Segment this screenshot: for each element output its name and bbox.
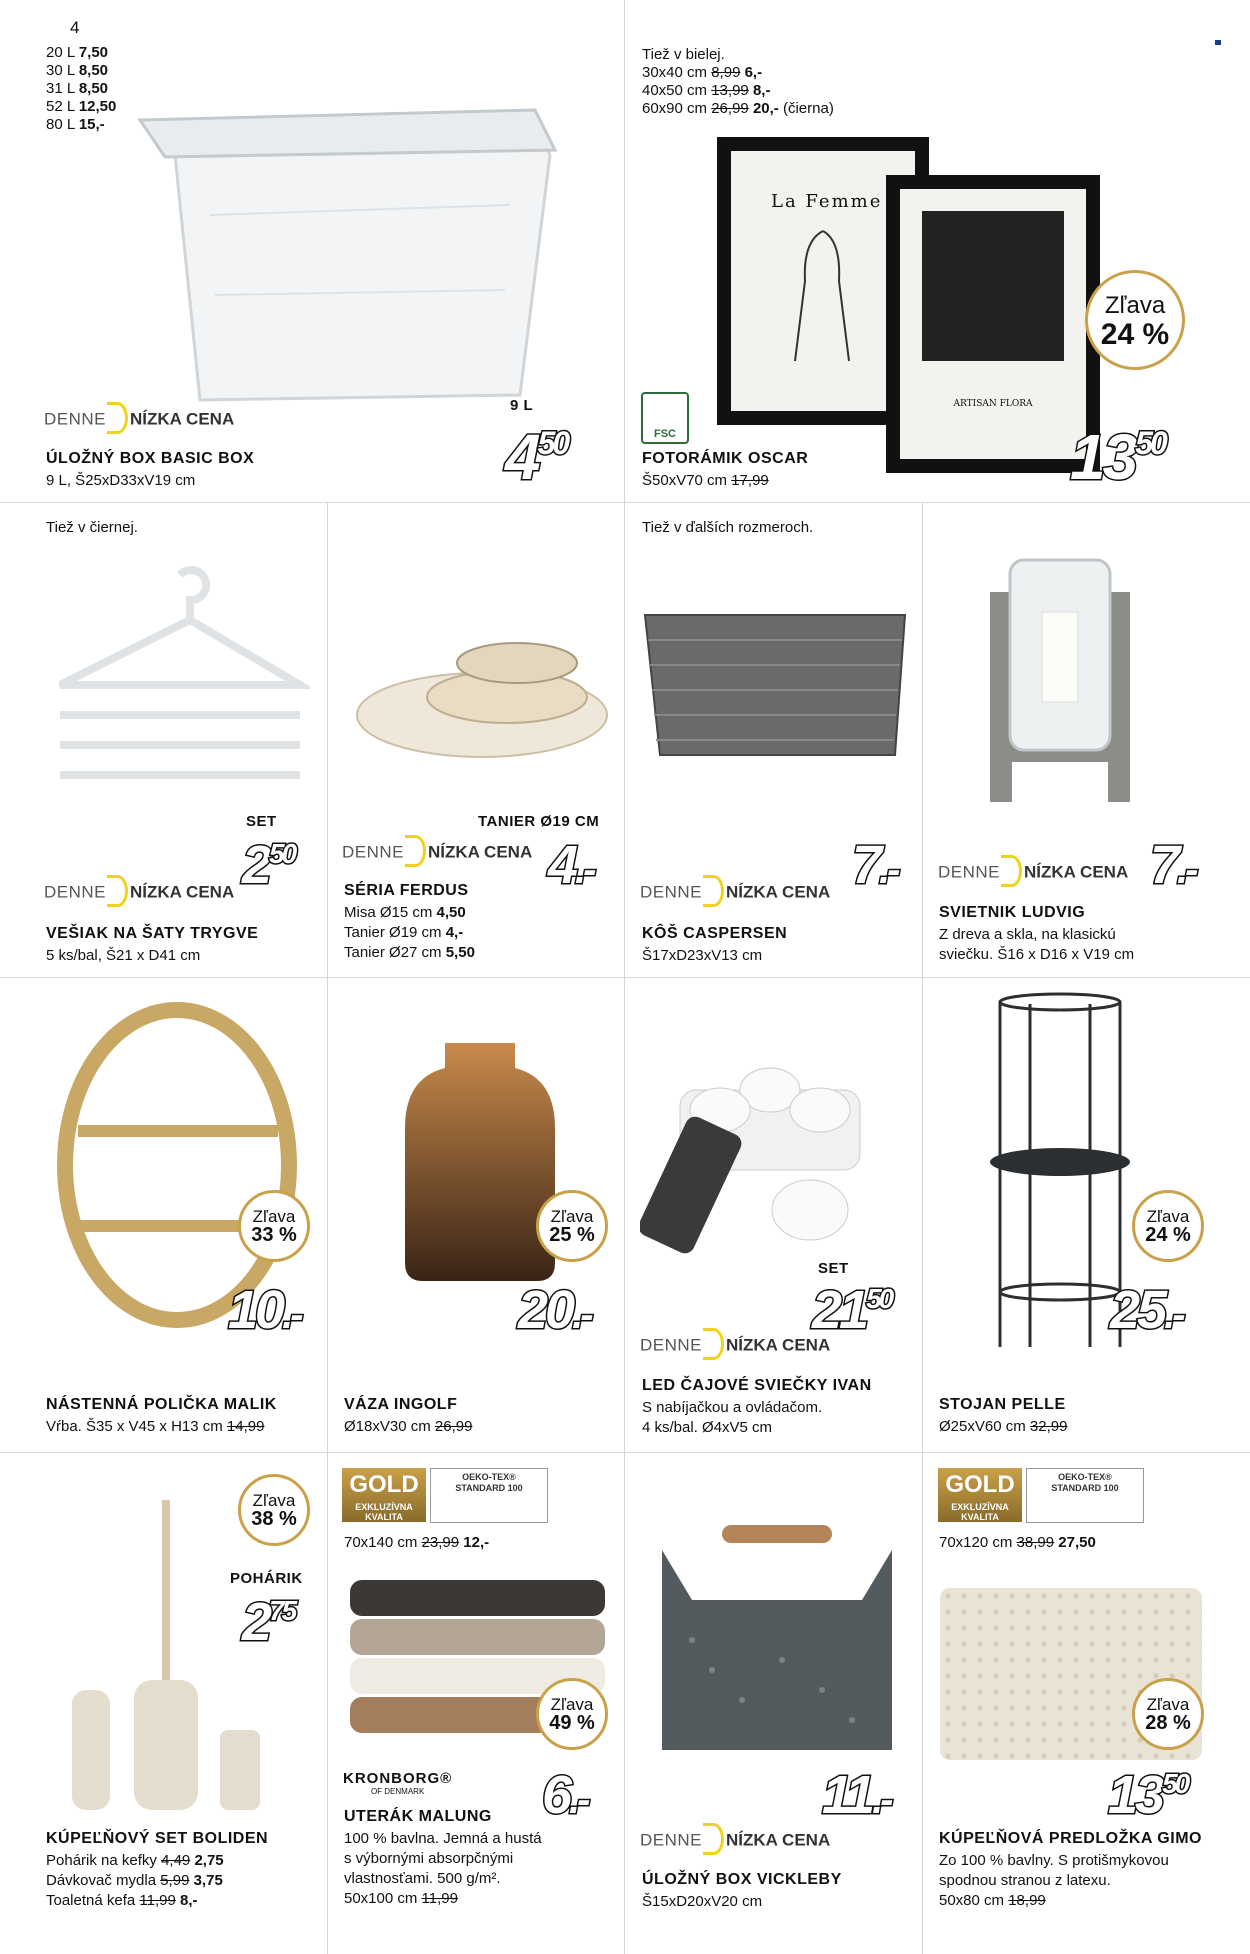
price: 2150 bbox=[812, 1280, 892, 1340]
discount-badge: Zľava 28 % bbox=[1132, 1678, 1204, 1750]
price: 7.- bbox=[1150, 835, 1196, 895]
product-title: LED ČAJOVÉ SVIEČKY IVAN bbox=[642, 1377, 872, 1394]
nizka-cena-logo: DENNE NÍZKA CENA bbox=[640, 877, 830, 909]
basket-image bbox=[640, 605, 910, 765]
led-candles-image bbox=[640, 1030, 920, 1255]
nizka-cena-logo: DENNE NÍZKA CENA bbox=[44, 404, 234, 436]
divider-v-left bbox=[327, 503, 328, 1954]
nizka-cena-logo: DENNE NÍZKA CENA bbox=[640, 1330, 830, 1362]
size-line: 70x140 cm 23,99 12,- bbox=[344, 1534, 490, 1551]
hanger-image bbox=[50, 565, 310, 805]
set-label: SET bbox=[246, 813, 277, 830]
product-desc: Ø18xV30 cm 26,99 bbox=[344, 1418, 473, 1435]
price: 1350 bbox=[1108, 1765, 1188, 1825]
price: 250 bbox=[242, 835, 295, 895]
product-desc: Z dreva a skla, na klasickú sviečku. Š16 x D16 x V19 cm bbox=[939, 926, 1135, 963]
nizka-cena-logo: DENNE NÍZKA CENA bbox=[44, 877, 234, 909]
product-desc: Š17xD23xV13 cm bbox=[642, 947, 763, 964]
page-number: 4 bbox=[70, 18, 80, 37]
divider-h-2 bbox=[0, 977, 1250, 978]
size-price-list: 20 L 7,50 30 L 8,50 31 L 8,50 52 L 12,50 80 L 15,- bbox=[46, 44, 117, 133]
gold-label: GOLD EXKLUZÍVNA KVALITA bbox=[342, 1468, 426, 1522]
price: 7.- bbox=[852, 835, 898, 895]
product-title: SVIETNIK LUDVIG bbox=[939, 904, 1086, 921]
divider-h-3 bbox=[0, 1452, 1250, 1453]
discount-badge: Zľava 49 % bbox=[536, 1678, 608, 1750]
oeko-tex-label: OEKO-TEX® STANDARD 100 bbox=[430, 1468, 548, 1523]
product-title: KÔŠ CASPERSEN bbox=[642, 925, 788, 942]
discount-badge: Zľava 24 % bbox=[1085, 270, 1185, 370]
price: 275 bbox=[242, 1592, 295, 1652]
fsc-logo: FSC bbox=[641, 392, 689, 444]
vase-image bbox=[400, 1038, 560, 1288]
candle-holder-image bbox=[980, 552, 1140, 802]
discount-badge: Zľava 25 % bbox=[536, 1190, 608, 1262]
product-title: VÁZA INGOLF bbox=[344, 1396, 458, 1413]
discount-badge: Zľava 33 % bbox=[238, 1190, 310, 1262]
metal-box-image bbox=[652, 1520, 897, 1755]
product-title: SÉRIA FERDUS bbox=[344, 882, 469, 899]
product-title: FOTORÁMIK OSCAR bbox=[642, 450, 809, 467]
divider-h-1 bbox=[0, 502, 1250, 503]
product-desc: Pohárik na kefky 4,49 2,75 Dávkovač mydla 5,99 3,75 Toaletná kefa 11,99 8,- bbox=[46, 1852, 224, 1909]
price: 450 bbox=[505, 421, 568, 493]
price: 25.- bbox=[1110, 1280, 1183, 1340]
product-desc: Vŕba. Š35 x V45 x H13 cm 14,99 bbox=[46, 1418, 265, 1435]
discount-badge: Zľava 38 % bbox=[238, 1474, 310, 1546]
set-label: SET bbox=[818, 1260, 849, 1277]
color-note: Tiež v čiernej. bbox=[46, 519, 138, 536]
product-title: STOJAN PELLE bbox=[939, 1396, 1066, 1413]
gold-label: GOLD EXKLUZÍVNA KVALITA bbox=[938, 1468, 1022, 1522]
quality-labels bbox=[938, 1468, 1144, 1523]
product-desc: 100 % bavlna. Jemná a hustá s výbornými absorpčnými vlastnosťami. 500 g/m². 50x100 cm 11,99 bbox=[344, 1830, 542, 1907]
frame-left-image: La Femme bbox=[717, 137, 929, 425]
price: 6.- bbox=[542, 1765, 588, 1825]
product-desc: Š50xV70 cm 17,99 bbox=[642, 472, 769, 489]
corner-mark bbox=[1215, 40, 1221, 45]
nizka-cena-logo: DENNE NÍZKA CENA bbox=[640, 1825, 830, 1857]
product-title: KÚPEĽŇOVÁ PREDLOŽKA GIMO bbox=[939, 1830, 1202, 1847]
frame-size-list: Tiež v bielej. 30x40 cm 8,99 6,- 40x50 cm 13,99 8,- 60x90 cm 26,99 20,- (čierna) bbox=[642, 46, 834, 117]
volume-label: 9 L bbox=[510, 397, 534, 414]
bathroom-set-image bbox=[62, 1500, 262, 1815]
product-desc: S nabíjačkou a ovládačom. 4 ks/bal. Ø4xV5 cm bbox=[642, 1399, 823, 1436]
product-title: UTERÁK MALUNG bbox=[344, 1808, 492, 1825]
product-desc: 9 L, Š25xD33xV19 cm bbox=[46, 472, 196, 489]
product-title: VEŠIAK NA ŠATY TRYGVE bbox=[46, 925, 259, 942]
product-desc: Zo 100 % bavlny. S protišmykovou spodnou stranou z latexu. 50x80 cm 18,99 bbox=[939, 1852, 1169, 1909]
product-title: ÚLOŽNÝ BOX VICKLEBY bbox=[642, 1871, 842, 1888]
nizka-cena-logo: DENNE NÍZKA CENA bbox=[938, 857, 1128, 889]
storage-box-image bbox=[130, 95, 560, 425]
divider-v-right bbox=[922, 503, 923, 1954]
price: 10.- bbox=[228, 1280, 301, 1340]
tanier-label: TANIER Ø19 CM bbox=[478, 813, 600, 830]
discount-badge: Zľava 24 % bbox=[1132, 1190, 1204, 1262]
product-desc: 5 ks/bal, Š21 x D41 cm bbox=[46, 947, 201, 964]
product-desc: Š15xD20xV20 cm bbox=[642, 1893, 763, 1910]
kronborg-logo: KRONBORG® OF DENMARK bbox=[343, 1770, 453, 1796]
product-title: ÚLOŽNÝ BOX BASIC BOX bbox=[46, 450, 255, 467]
product-title: NÁSTENNÁ POLIČKA MALIK bbox=[46, 1396, 277, 1413]
price: 20.- bbox=[518, 1280, 591, 1340]
price: 11.- bbox=[822, 1765, 891, 1825]
size-note: Tiež v ďalších rozmeroch. bbox=[642, 519, 814, 536]
dishes-image bbox=[342, 625, 612, 765]
nizka-cena-logo: DENNE NÍZKA CENA bbox=[342, 837, 532, 869]
pohar-label: POHÁRIK bbox=[230, 1570, 303, 1587]
product-desc: Misa Ø15 cm 4,50 Tanier Ø19 cm 4,- Tanier Ø27 cm 5,50 bbox=[344, 904, 475, 961]
price: 1350 bbox=[1070, 421, 1165, 493]
price: 4.- bbox=[548, 835, 594, 895]
frame-right-image: ARTISAN FLORA bbox=[886, 175, 1100, 473]
product-title: KÚPEĽŇOVÝ SET BOLIDEN bbox=[46, 1830, 269, 1847]
product-desc: Ø25xV60 cm 32,99 bbox=[939, 1418, 1068, 1435]
size-line: 70x120 cm 38,99 27,50 bbox=[939, 1534, 1096, 1551]
oeko-tex-label: OEKO-TEX® STANDARD 100 bbox=[1026, 1468, 1144, 1523]
quality-labels bbox=[342, 1468, 548, 1523]
